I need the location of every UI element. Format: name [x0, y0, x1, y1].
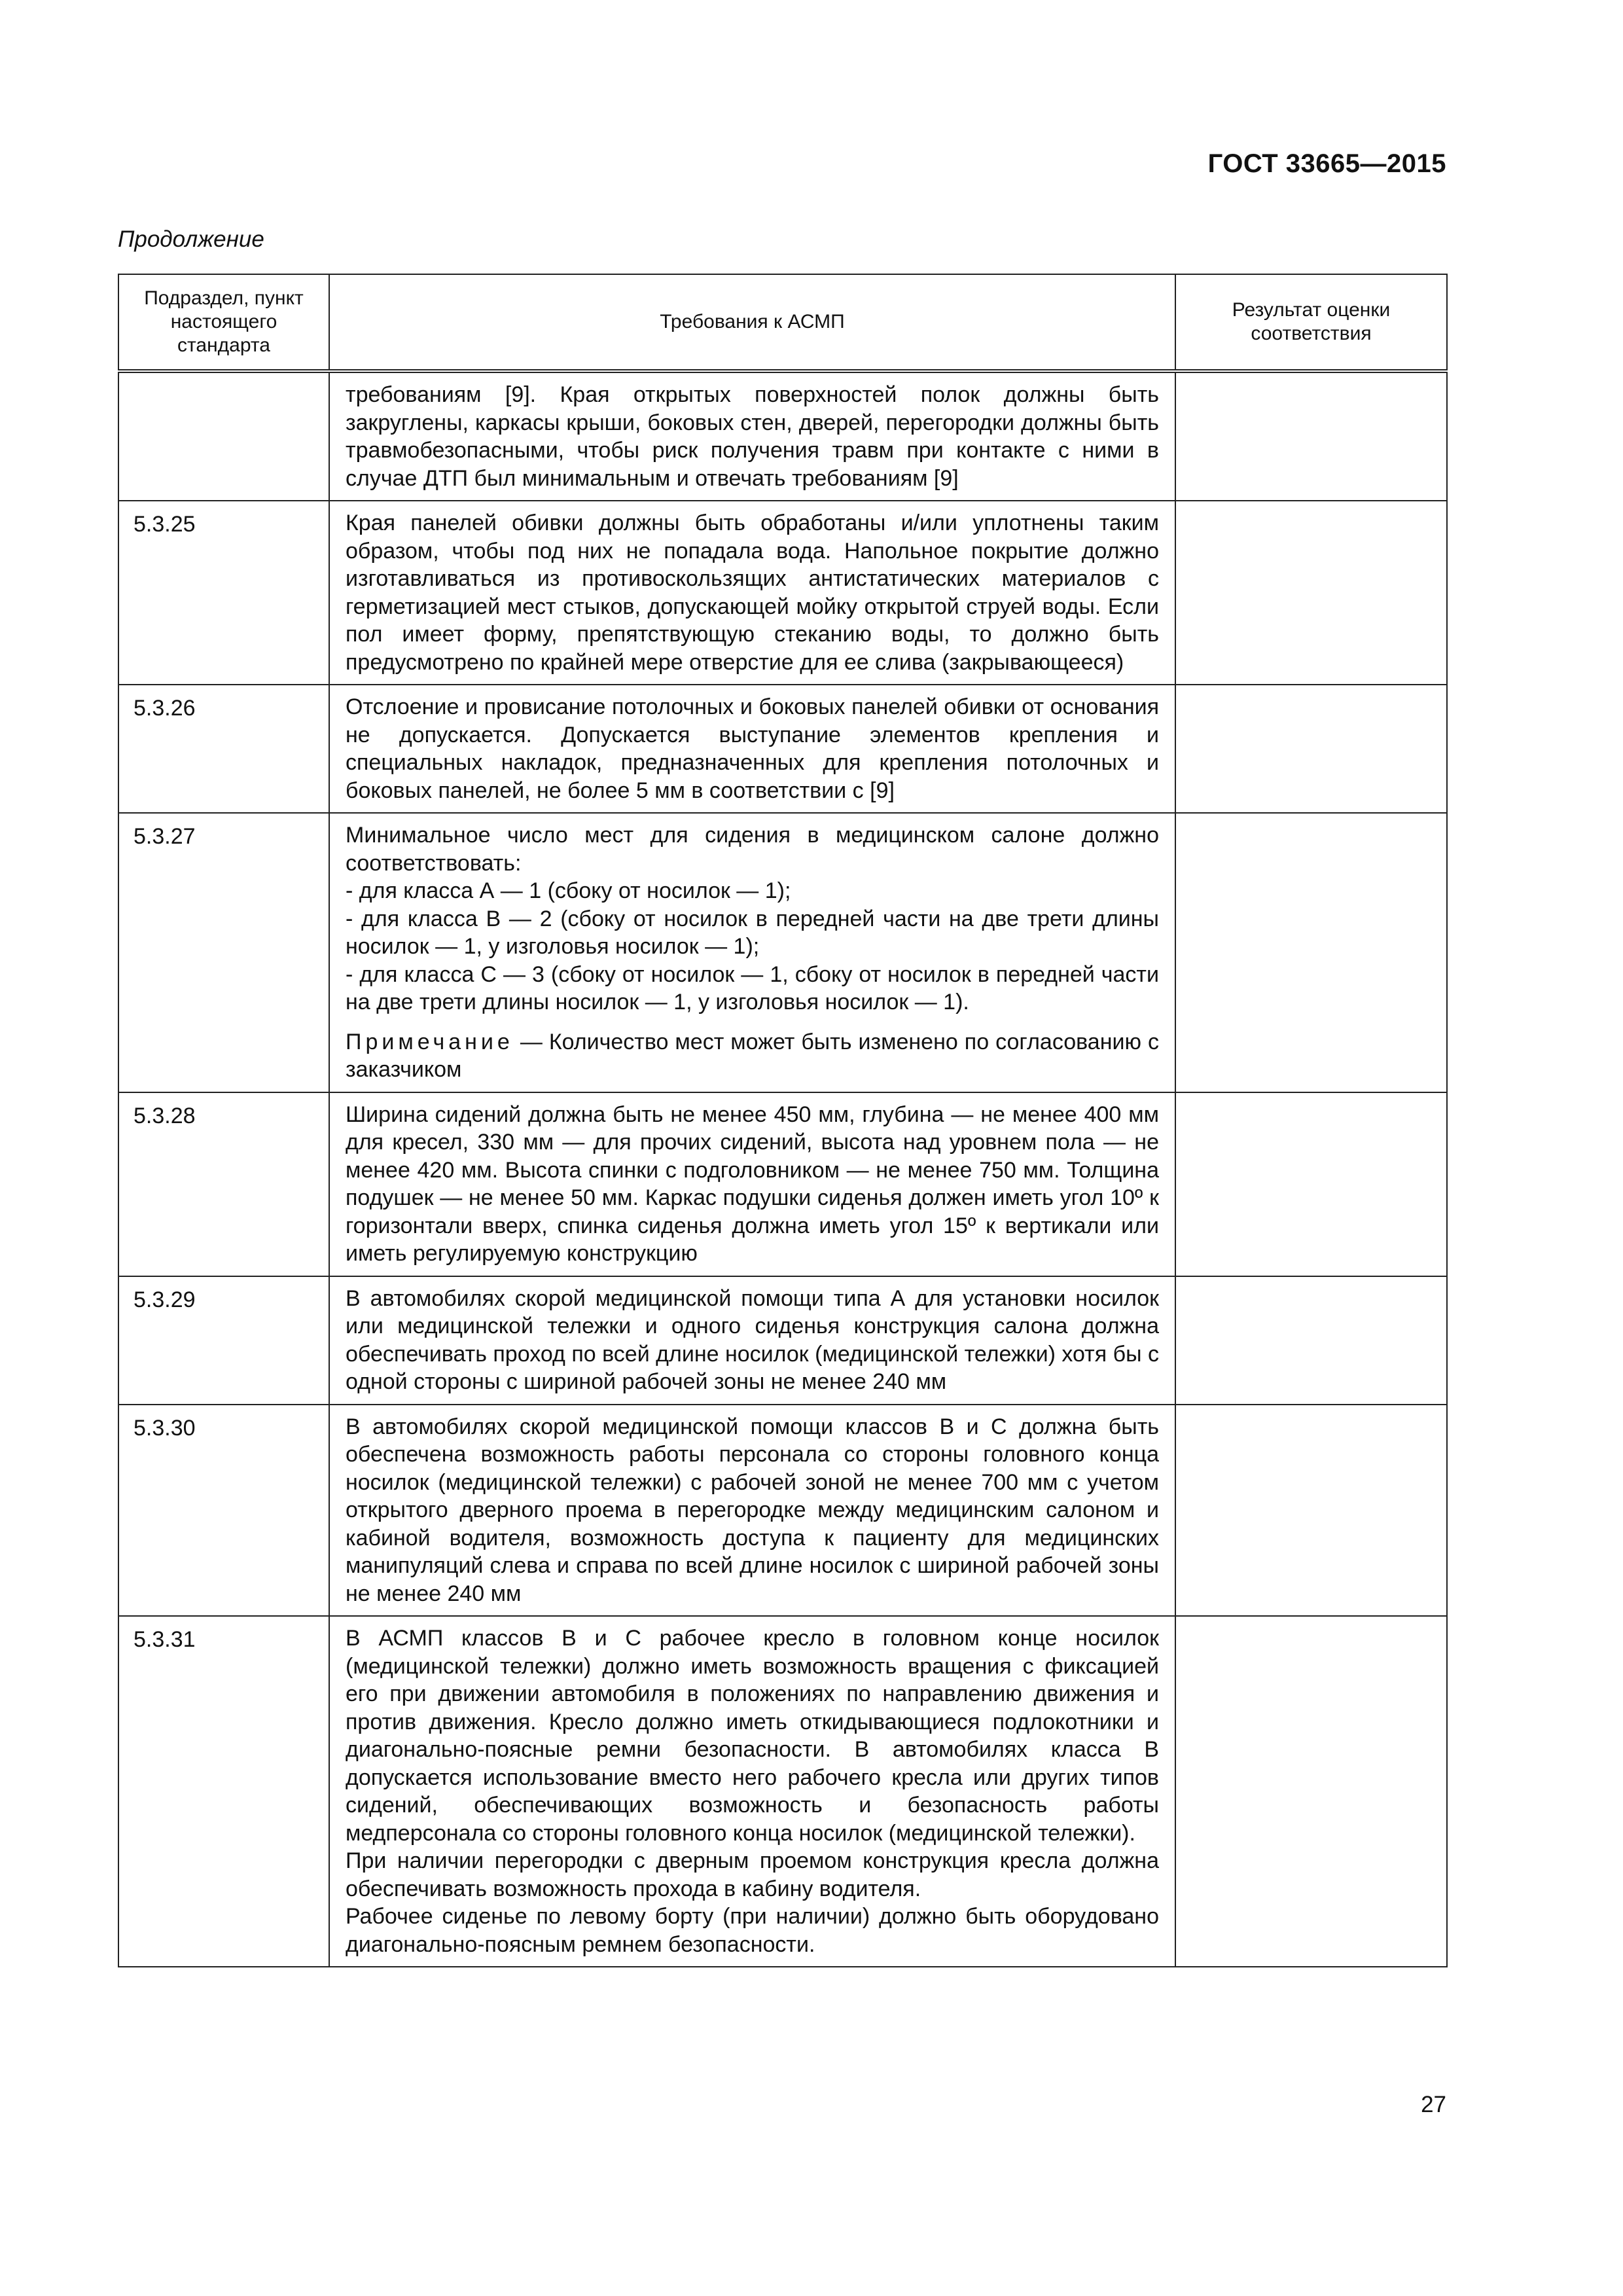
row-section: 5.3.29: [118, 1276, 329, 1405]
row-section: 5.3.30: [118, 1405, 329, 1617]
row-section: 5.3.25: [118, 501, 329, 685]
column-header-requirements: Требования к АСМП: [329, 274, 1175, 371]
table-row: [118, 371, 1447, 501]
table-row: [118, 1616, 1447, 1967]
row-requirements: [329, 685, 1175, 813]
requirement-text: Отслоение и провисание потолочных и боковых панелей обивки от основания не допускается. Допускается выступание элементов крепления и специальных накладок, предназначенных для крепления потолочных и боковых панелей, не более 5 мм в соответствии с [9]: [346, 694, 1159, 803]
requirement-text: Рабочее сиденье по левому борту (при наличии) должно быть оборудовано диагонально-поясным ремнем безопасности.: [346, 1904, 1159, 1957]
requirement-text: Минимальное число мест для сидения в медицинском салоне должно соответствовать:: [346, 823, 1159, 876]
row-requirements: [329, 1276, 1175, 1405]
row-result: [1175, 1405, 1447, 1617]
requirement-text: требованиям [9]. Края открытых поверхностей полок должны быть закруглены, каркасы крыши, боковых стен, дверей, перегородки должны быть травмобезопасными, чтобы риск получения травм при контакте с ними в случае ДТП был минимальным и отвечать требованиям [9]: [346, 382, 1159, 491]
row-result: [1175, 1616, 1447, 1967]
row-result: [1175, 371, 1447, 501]
requirements-table: [118, 274, 1448, 1967]
table-row: [118, 1276, 1447, 1405]
row-section: [118, 371, 329, 501]
row-requirements: [329, 1405, 1175, 1617]
row-result: [1175, 813, 1447, 1092]
column-header-section: Подраздел, пункт настоящего стандарта: [118, 274, 329, 371]
row-section: 5.3.27: [118, 813, 329, 1092]
table-row: [118, 1092, 1447, 1276]
note-label: Примечание: [346, 1029, 514, 1054]
requirement-text: В автомобилях скорой медицинской помощи типа А для установки носилок или медицинской тележки и одного сиденья конструкция салона должна обеспечивать проход по всей длине носилок (медицинской тележки) хотя бы с одной стороны с шириной рабочей зоны не менее 240 мм: [346, 1285, 1159, 1394]
row-requirements: [329, 1092, 1175, 1276]
page-number: 27: [1421, 2092, 1446, 2117]
note-text: — Количество мест может быть изменено по согласованию с заказчиком: [346, 1029, 1159, 1082]
requirement-text: - для класса А — 1 (сбоку от носилок — 1);: [346, 878, 791, 903]
requirement-text: В автомобилях скорой медицинской помощи классов В и С должна быть обеспечена возможность работы персонала со стороны головного конца носилок (медицинской тележки) с рабочей зоной не менее 700 мм с учетом открытого дверного проема в перегородке между медицинским салоном и кабиной водителя, возможность доступа к пациенту для медицинских манипуляций слева и справа по всей длине носилок с шириной рабочей зоны не менее 240 мм: [346, 1414, 1159, 1606]
row-requirements: [329, 371, 1175, 501]
row-result: [1175, 1276, 1447, 1405]
note: [346, 1028, 1159, 1084]
requirement-text: В АСМП классов В и С рабочее кресло в головном конце носилок (медицинской тележки) должно иметь возможность вращения с фиксацией его при движении автомобиля в положениях по направлению движения и против движения. Кресло должно иметь откидывающиеся подлокотники и диагонально-поясные ремни безопасности. В автомобилях класса В допускается использование вместо него рабочего кресла или других типов сидений, обеспечивающих возможность и безопасность работы медперсонала со стороны головного конца носилок (медицинской тележки).: [346, 1626, 1159, 1846]
row-section: 5.3.31: [118, 1616, 329, 1967]
row-requirements: [329, 813, 1175, 1092]
table-row: [118, 501, 1447, 685]
row-requirements: [329, 501, 1175, 685]
table-row: [118, 1405, 1447, 1617]
row-result: [1175, 685, 1447, 813]
column-header-result: Результат оценки соответствия: [1175, 274, 1447, 371]
table-row: [118, 813, 1447, 1092]
requirement-text: При наличии перегородки с дверным проемом конструкция кресла должна обеспечивать возможность прохода в кабину водителя.: [346, 1848, 1159, 1901]
row-result: [1175, 1092, 1447, 1276]
table-header-row: [118, 274, 1447, 371]
row-requirements: [329, 1616, 1175, 1967]
document-code: ГОСТ 33665—2015: [1207, 149, 1446, 178]
requirement-text: - для класса В — 2 (сбоку от носилок в передней части на две трети длины носилок — 1, у изголовья носилок — 1);: [346, 906, 1159, 959]
row-result: [1175, 501, 1447, 685]
continuation-label: Продолжение: [118, 226, 264, 252]
row-section: 5.3.28: [118, 1092, 329, 1276]
requirement-text: Ширина сидений должна быть не менее 450 мм, глубина — не менее 400 мм для кресел, 330 мм — для прочих сидений, высота над уровнем пола — не менее 420 мм. Высота спинки с подголовником — не менее 750 мм. Толщина подушек — не менее 50 мм. Каркас подушки сиденья должен иметь угол 10º к горизонтали вверх, спинка сиденья должна иметь угол 15º к вертикали или иметь регулируемую конструкцию: [346, 1102, 1159, 1266]
requirement-text: - для класса С — 3 (сбоку от носилок — 1, сбоку от носилок в передней части на две трети длины носилок — 1, у изголовья носилок — 1).: [346, 961, 1159, 1014]
row-section: 5.3.26: [118, 685, 329, 813]
table-row: [118, 685, 1447, 813]
requirement-text: Края панелей обивки должны быть обработаны и/или уплотнены таким образом, чтобы под них не попадала вода. Напольное покрытие должно изготавливаться из противоскользящих антистатических материалов с герметизацией мест стыков, допускающей мойку открытой струей воды. Если пол имеет форму, препятствующую стеканию воды, то должно быть предусмотрено по крайней мере отверстие для ее слива (закрывающееся): [346, 511, 1159, 675]
